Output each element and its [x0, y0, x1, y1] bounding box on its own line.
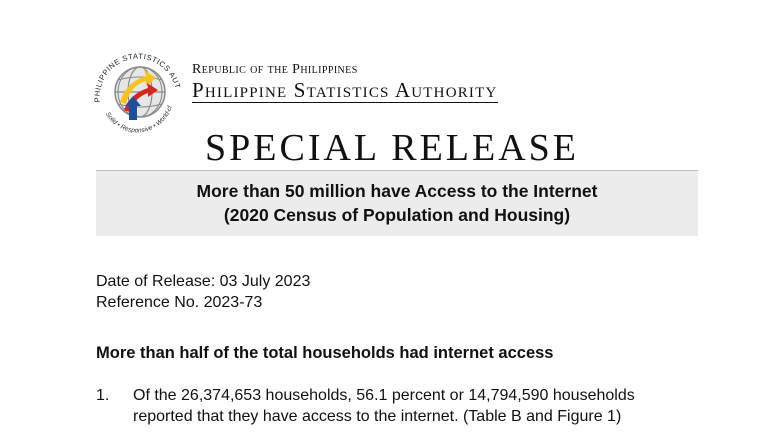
list-item-number: 1.: [96, 387, 110, 404]
release-type-title: SPECIAL RELEASE: [205, 127, 579, 169]
release-title: More than 50 million have Access to the Internet: [196, 181, 598, 201]
list-item-text: [133, 385, 733, 427]
logo-tagline: Solid • Responsive • World-cl: [103, 105, 174, 135]
list-item-line: Of the 26,374,653 households, 56.1 percent or 14,794,590 households: [133, 387, 635, 404]
reference-number: Reference No. 2023-73: [96, 294, 263, 311]
release-subtitle: (2020 Census of Population and Housing): [223, 205, 571, 225]
release-meta: [96, 271, 310, 313]
agency-name: Philippine Statistics Authority: [192, 78, 498, 102]
logo-ring-text: PHILIPPINE STATISTICS AUT: [92, 51, 183, 103]
title-banner: [96, 170, 698, 236]
agency-header: [192, 62, 498, 103]
psa-logo: [80, 40, 192, 140]
section-heading: More than half of the total households had internet access: [96, 344, 554, 362]
republic-label: Republic of the Philippines: [192, 62, 358, 77]
date-of-release: Date of Release: 03 July 2023: [96, 273, 311, 290]
list-item-line: reported that they have access to the internet. (Table B and Figure 1): [133, 408, 622, 425]
